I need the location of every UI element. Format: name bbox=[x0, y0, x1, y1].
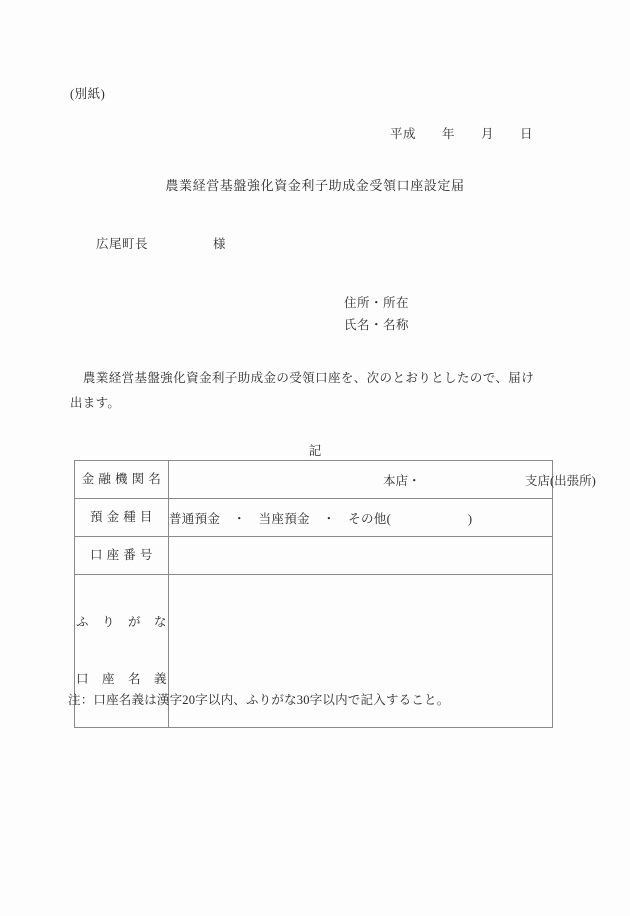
head-office-label: 本店・ bbox=[383, 473, 421, 488]
applicant-address-label: 住所・所在 bbox=[344, 296, 410, 310]
applicant-block bbox=[344, 292, 409, 336]
body-paragraph: 農業経営基盤強化資金利子助成金の受領口座を、次のとおりとしたので、届け出ます。 bbox=[70, 371, 534, 410]
attachment-label: (別紙) bbox=[70, 87, 106, 101]
row-label-deposit-type: 預 金 種 目 bbox=[75, 499, 169, 537]
addressee-line: 広尾町長 様 bbox=[96, 237, 227, 251]
page-title: 農業経営基盤強化資金利子助成金受領口座設定届 bbox=[165, 178, 465, 193]
applicant-name-label: 氏名・名称 bbox=[344, 318, 410, 332]
date-line: 平成 年 月 日 bbox=[390, 127, 534, 141]
row-label-furigana: ふ り が な bbox=[75, 615, 167, 629]
row-value-account-number[interactable] bbox=[169, 537, 553, 575]
row-label-account-number: 口 座 番 号 bbox=[75, 537, 169, 575]
row-value-deposit-type[interactable]: 普通預金 ・ 当座預金 ・ その他( ) bbox=[169, 499, 553, 537]
row-label-account-name: 口 座 名 義 bbox=[75, 672, 167, 686]
ki-heading: 記 bbox=[308, 444, 322, 458]
branch-office-label: 支店(出張所) bbox=[525, 473, 596, 488]
bank-account-table bbox=[74, 460, 596, 728]
table-row-deposit-type bbox=[75, 499, 553, 537]
table-row-financial-institution bbox=[75, 461, 553, 499]
row-label-financial-institution: 金 融 機 関 名 bbox=[75, 461, 169, 499]
row-value-financial-institution[interactable] bbox=[169, 461, 596, 499]
footnote: 注：口座名義は漢字20字以内、ふりがな30字以内で記入すること。 bbox=[68, 693, 450, 707]
table-row-account-number bbox=[75, 537, 553, 575]
